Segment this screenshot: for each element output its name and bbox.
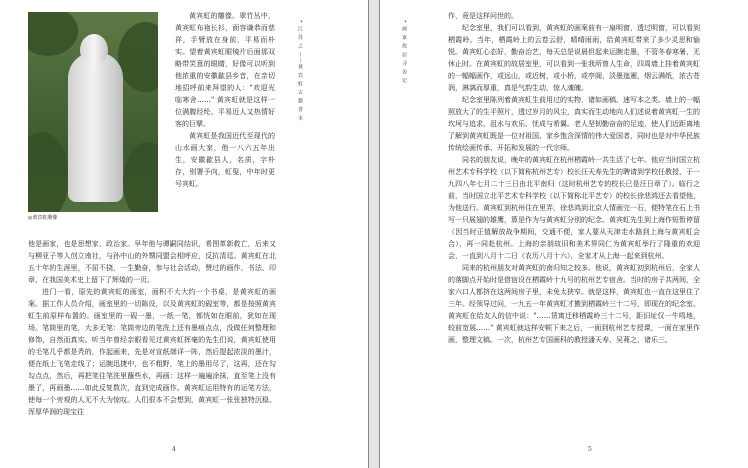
- paragraph: 进门一看，原先的黄宾虹的画室，面积不大大约一个书桌，是黄宾虹的画案。据工作人员介绍，画室里的一切陈设，以及黄宾虹的砚室等，都是按照黄宾虹生前原样布置的。画室里的一砚一墨，一纸一笔，都恍如在眼前，犹如在现场。笔筒里的笔，大多无笔：笔筒旁边的笔洗上还有墨痕点点，没做任何整理和修饰，自然而真实。听当年曾经亲眼看见过黄宾虹挥毫的先生们说，黄宾虹使用的毛笔几乎都是秃的，作起画来，先是对宣纸端详一阵，然后提起浓淡的墨汁，便在纸上飞笔走线了；运腕迅捷中，也不粗野，笔上的墨用尽了，这再，还在勾勾点点，然后，再把笔往笔洗里蘸些水，再画：这样一遍遍涂抹，直至笔上没有墨了，再画墨……如此反复数次，直到完成画作。黄宾虹运用特有的运笔方法，使每一个旁观的人无不大为惊叹。人们很本不会想到，黄宾虹一张张独特沉稳、浑厚华润的现宝往: [28, 288, 276, 416]
- paragraph: 黄宾虹的雕像。翠竹丛中，黄宾虹布袍长衫，面容谦恭而慈祥，手臂放在身前，平易而朴实。望着黄宾虹眼镜片后面那双略带笑意的眼睛，好像可以听到他浓重的安徽歙县乡音，在亲切地招呼前来拜望的人："欢迎光临寒舍……" 黄宾虹就是这样一位满腹经纶、平易近人又热情好客的巨擘。: [175, 12, 275, 128]
- right-page-text: [448, 10, 700, 346]
- paragraph: 他是画家，也是思想家、政治家。早年他与谭嗣同结识，希图革新救亡，后来又与柳亚子等人创立南社，与孙中山的外甥同盟会相呼应，反抗清廷。黄宾虹在北五十年的生涯里，不屈不挠，一生勤奋，参与社会活动，赞过的画作、书法、印章，在我国美术史上留下了辉煌的一页。: [28, 240, 276, 284]
- running-head-right: * 画 家 故 居 寻 访 记: [401, 20, 407, 84]
- paragraph: 同来的杭州朋友对黄宾虹的南归知之较多。他说，黄宾虹初到杭州后，全家人的落脚点开始时是借宿设在栖霞岭十九号的杭州艺专宿舍。当时的房子共两间，全家六口人都挤在这两间房子里，未免太狭窄。就是这样，黄宾虹也一直在这里住了三年。经领导过问，一九五一年黄宾虹才搬到栖霞岭三十二号，即现在的纪念室。黄宾虹在给友人的信中说："……赁寓迁移栖霞岭三十二号，距旧址仅一牛鸣地，较前宽展……" 黄宾虹就这样安顿下来之后，一面到杭州艺专授课，一面在家里作画，整理文稿。一次，杭州艺专国画科的教授潘天寿、吴茀之、诸乐三、: [448, 264, 700, 344]
- statue-head: [80, 34, 108, 66]
- running-head-left: * 江 苏 之 ——黄 宾 虹 古 籍 善 本: [297, 20, 303, 122]
- left-wide-text: [28, 238, 276, 418]
- page-number-left: 4: [172, 446, 176, 453]
- statue-figure: [68, 52, 123, 202]
- left-narrow-text: [175, 10, 275, 190]
- paragraph: 同名的朋友说，晚年的黄宾虹在杭州栖霞岭一共生活了七年。他应当时国立杭州艺术专科学校（以下简称杭州艺专）校长汪天寿先生的聘请到学校任教授，于一九四八年七月二十三日由北平南归（这时杭州艺专的校长已是汪日章了）。临行之前，当时国立北平艺术专科学校（以下简称北平艺专）的校长徐悲鸿还去看望他，为他送行。黄宾虹到杭州住在里弄，徐悲鸿到北京人情画完一石，便特笔在石上书写一只展翅的雄鹰，算是作为与黄宾虹分别的纪念。黄宾虹先生到上海作短暂停留（因当时正值解放战争期间，交通不便，家人要从天津走水路到上海与黄宾虹会合），再一同赴杭州。上海的亲朋故旧和美术界同仁为黄宾虹举行了隆重的欢迎会，一直到八月十二日（农历八月十六），全家才从上海一起来到杭州。: [448, 156, 700, 260]
- paragraph: 纪念室里，我们可以看到，黄宾虹的画案前有一扇明窗，透过明窗，可以看到栖霞岭。当年，栖霞岭上的云卷云舒，晴晴雨雨，给黄宾虹带来了多少灵思和愉悦。黄宾虹心态好，勤奋治艺，每天总是说晨但起来运腕走墨，不管冬春寒暑，无休止时。在黄宾虹的故居室里，可以看到一张我所曾人生命，四周墙上挂着黄宾虹的一幅幅画作，或远山，或近树，或小桥，或亭阁，淡墨迤逦，烟云满纸，浓古苍润，淋漓而厚重，真是气韵生动，惊人魂魄。: [448, 24, 700, 92]
- statue-photo: [28, 12, 158, 212]
- photo-caption: ◎黄宾虹雕像: [28, 215, 58, 221]
- page-number-right: 5: [588, 446, 592, 453]
- paragraph: 作，竟是这样问世的。: [448, 12, 518, 20]
- gutter-line-left: [368, 0, 369, 468]
- paragraph: 纪念室里陈列着黄宾虹生前用过的实物，诸如画稿、速写本之类。墙上的一幅照放大了的生平照片，透过岁月的风尘，真实而生动地向人们述说着黄宾虹一生的坎坷与追求、沮水与欢乐、忧成与希翼。老人坚韧勤奋奋的足迹，使人们近距离地了解到黄宾虹既是一位对祖国、家乡饱含深情的伟大爱国者，同时也是对中华民族传统绘画传承、开拓和发展的一代宗师。: [448, 96, 700, 152]
- left-page: [0, 0, 368, 468]
- paragraph: 黄宾虹是我国近代至现代的山水画大家，他一八六五年出生，安徽歙县人，名质，字朴存，别署予向，虹叟，中年时更号宾虹。: [175, 132, 275, 188]
